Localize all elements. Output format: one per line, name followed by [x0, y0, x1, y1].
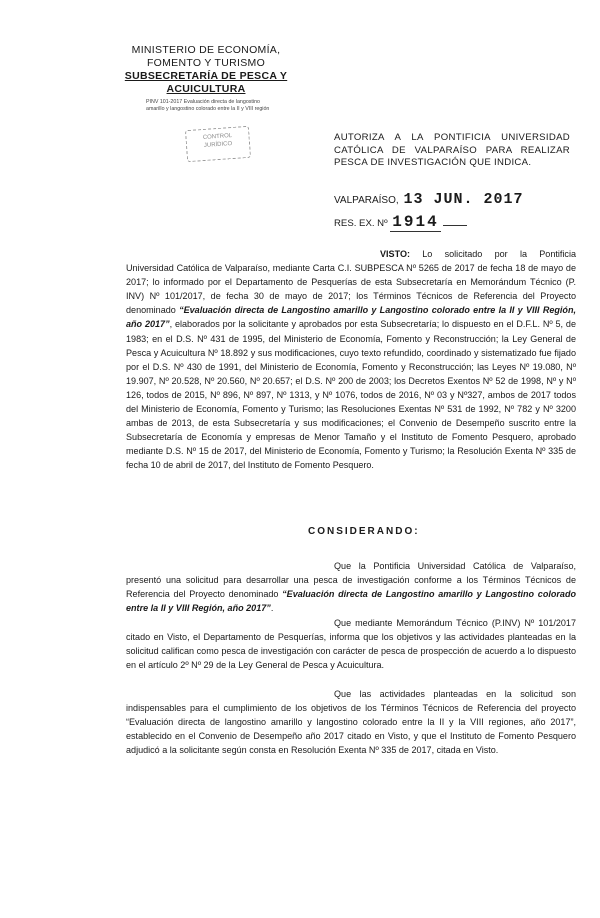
considerando-paragraph-1	[126, 559, 576, 615]
ministry-name-2: FOMENTO Y TURISMO	[146, 57, 266, 69]
resolution-underline	[443, 225, 467, 226]
date-line	[334, 191, 523, 208]
visto-project-name: “Evaluación directa de Langostino amarillo y Langostino colorado entre la II y VIII Región, año 2017”	[126, 305, 576, 330]
visto-label: VISTO:	[380, 249, 410, 259]
considerando-paragraph-2: Que mediante Memorándum Técnico (P.INV) Nº 101/2017 citado en Visto, el Departamento de Pesquerías, informa que los objetivos y las actividades planteadas en la solicitud califican como pesca de investigación con carácter de pesca de prospección de acuerdo a lo dispuesto en el artículo 2º Nº 29 de la Ley General de Pesca y Acuicultura.	[126, 618, 576, 671]
reference-line: PINV 101-2017 Evaluación directa de langostino	[146, 99, 260, 105]
subsecretaria-name: SUBSECRETARÍA DE PESCA Y ACUICULTURA	[124, 70, 288, 95]
reference-note	[146, 99, 296, 113]
ministry-header	[96, 44, 316, 96]
date-place: VALPARAÍSO,	[334, 195, 399, 206]
resolution-number-line	[334, 213, 467, 231]
control-stamp	[185, 126, 251, 162]
paragraph-text-end: .	[270, 603, 274, 614]
considerando-paragraph-3: Que las actividades planteadas en la solicitud son indispensables para el cumplimiento de los objetivos de los Términos Técnicos de Referencia del proyecto “Evaluación directa de langostino amarillo y langostino colorado entre la II y la VIII regiones, año 2017”, establecido en el Convenio de Desempeño año 2017 citado en Visto, y que el Instituto de Fomento Pesquero adjudicó a la solicitante según consta en Resolución Exenta Nº 335 de 2017, citada en Visto.	[126, 689, 576, 756]
stamp-line: CONTROL	[202, 133, 233, 142]
resolution-label: RES. EX. Nº	[334, 218, 388, 229]
date-stamp: 13 JUN. 2017	[403, 191, 524, 208]
resolution-title: AUTORIZA A LA PONTIFICIA UNIVERSIDAD CATÓLICA DE VALPARAÍSO PARA REALIZAR PESCA DE INVESTIGACIÓN QUE INDICA.	[334, 132, 570, 168]
stamp-line-2: JURÍDICO	[203, 141, 233, 149]
paragraph-project-name: “Evaluación directa de Langostino amarillo y Langostino colorado entre la II y VIII Región, año 2017”	[126, 589, 576, 614]
visto-text: Lo solicitado por la Pontificia Universidad Católica de Valparaíso, mediante Carta C.I. SUBPESCA Nº 5265 de 2017 de fecha 18 de mayo de 2017; lo informado por el Departamento de Pesquerías de esta Subsecretaría en Memorándum Técnico (P. INV) Nº 101/2017, de fecha 30 de mayo de 2017; los Términos Técnicos de Referencia del Proyecto denominado	[126, 249, 576, 316]
paragraph-text: Que la Pontificia Universidad Católica de Valparaíso, presentó una solicitud para desarrollar una pesca de investigación conforme a los Términos Técnicos de Referencia del Proyecto denominado	[126, 561, 576, 600]
considerando-heading: CONSIDERANDO:	[308, 526, 420, 537]
ministry-name: MINISTERIO DE ECONOMÍA,	[131, 44, 281, 56]
visto-paragraph	[126, 247, 576, 473]
resolution-number: 1914	[392, 213, 439, 231]
visto-text-2: , elaborados por la solicitante y aprobados por esta Subsecretaría; lo dispuesto en el D.F.L. Nº 5, de 1983; en el D.S. Nº 431 de 1995, del Ministerio de Economía, Fomento y Reconstrucción; la Ley General de Pesca y Acuicultura Nº 18.892 y sus modificaciones, cuyo texto refundido, coordinado y sistematizado fue fijado por el D.S. Nº 430 de 1991, del Ministerio de Economía, Fomento y Reconstrucción; las Leyes Nº 19.080, Nº 19.907, Nº 20.528, Nº 20.560, Nº 20.657; el D.S. Nº 200 de 2003; los Decretos Exentos Nº 52 de 1998, Nº y Nº 126, todos de 2015, Nº 896, Nº 897, Nº 1313, y Nº 1076, todos de 2016, Nº 03 y Nº327, ambos de 2017 todos del Ministerio de Economía, Fomento y Turismo; las Resoluciones Exentas Nº 531 de 1992, Nº 782 y Nº 3200 ambas de 2013, de esta Subsecretaría y sus modificaciones; el Convenio de Desempeño suscrito entre la Subsecretaría de Economía y empresas de Menor Tamaño y el Instituto de Fomento Pesquero, aprobado mediante D.S. Nº 15 de 2017, del Ministerio de Economía, Fomento y Turismo; la Resolución Exenta Nº 335 de fecha 10 de abril de 2017, del Instituto de Fomento Pesquero.	[126, 319, 576, 471]
reference-line-2: amarillo y langostino colorado entre la II y VIII región	[146, 106, 270, 112]
